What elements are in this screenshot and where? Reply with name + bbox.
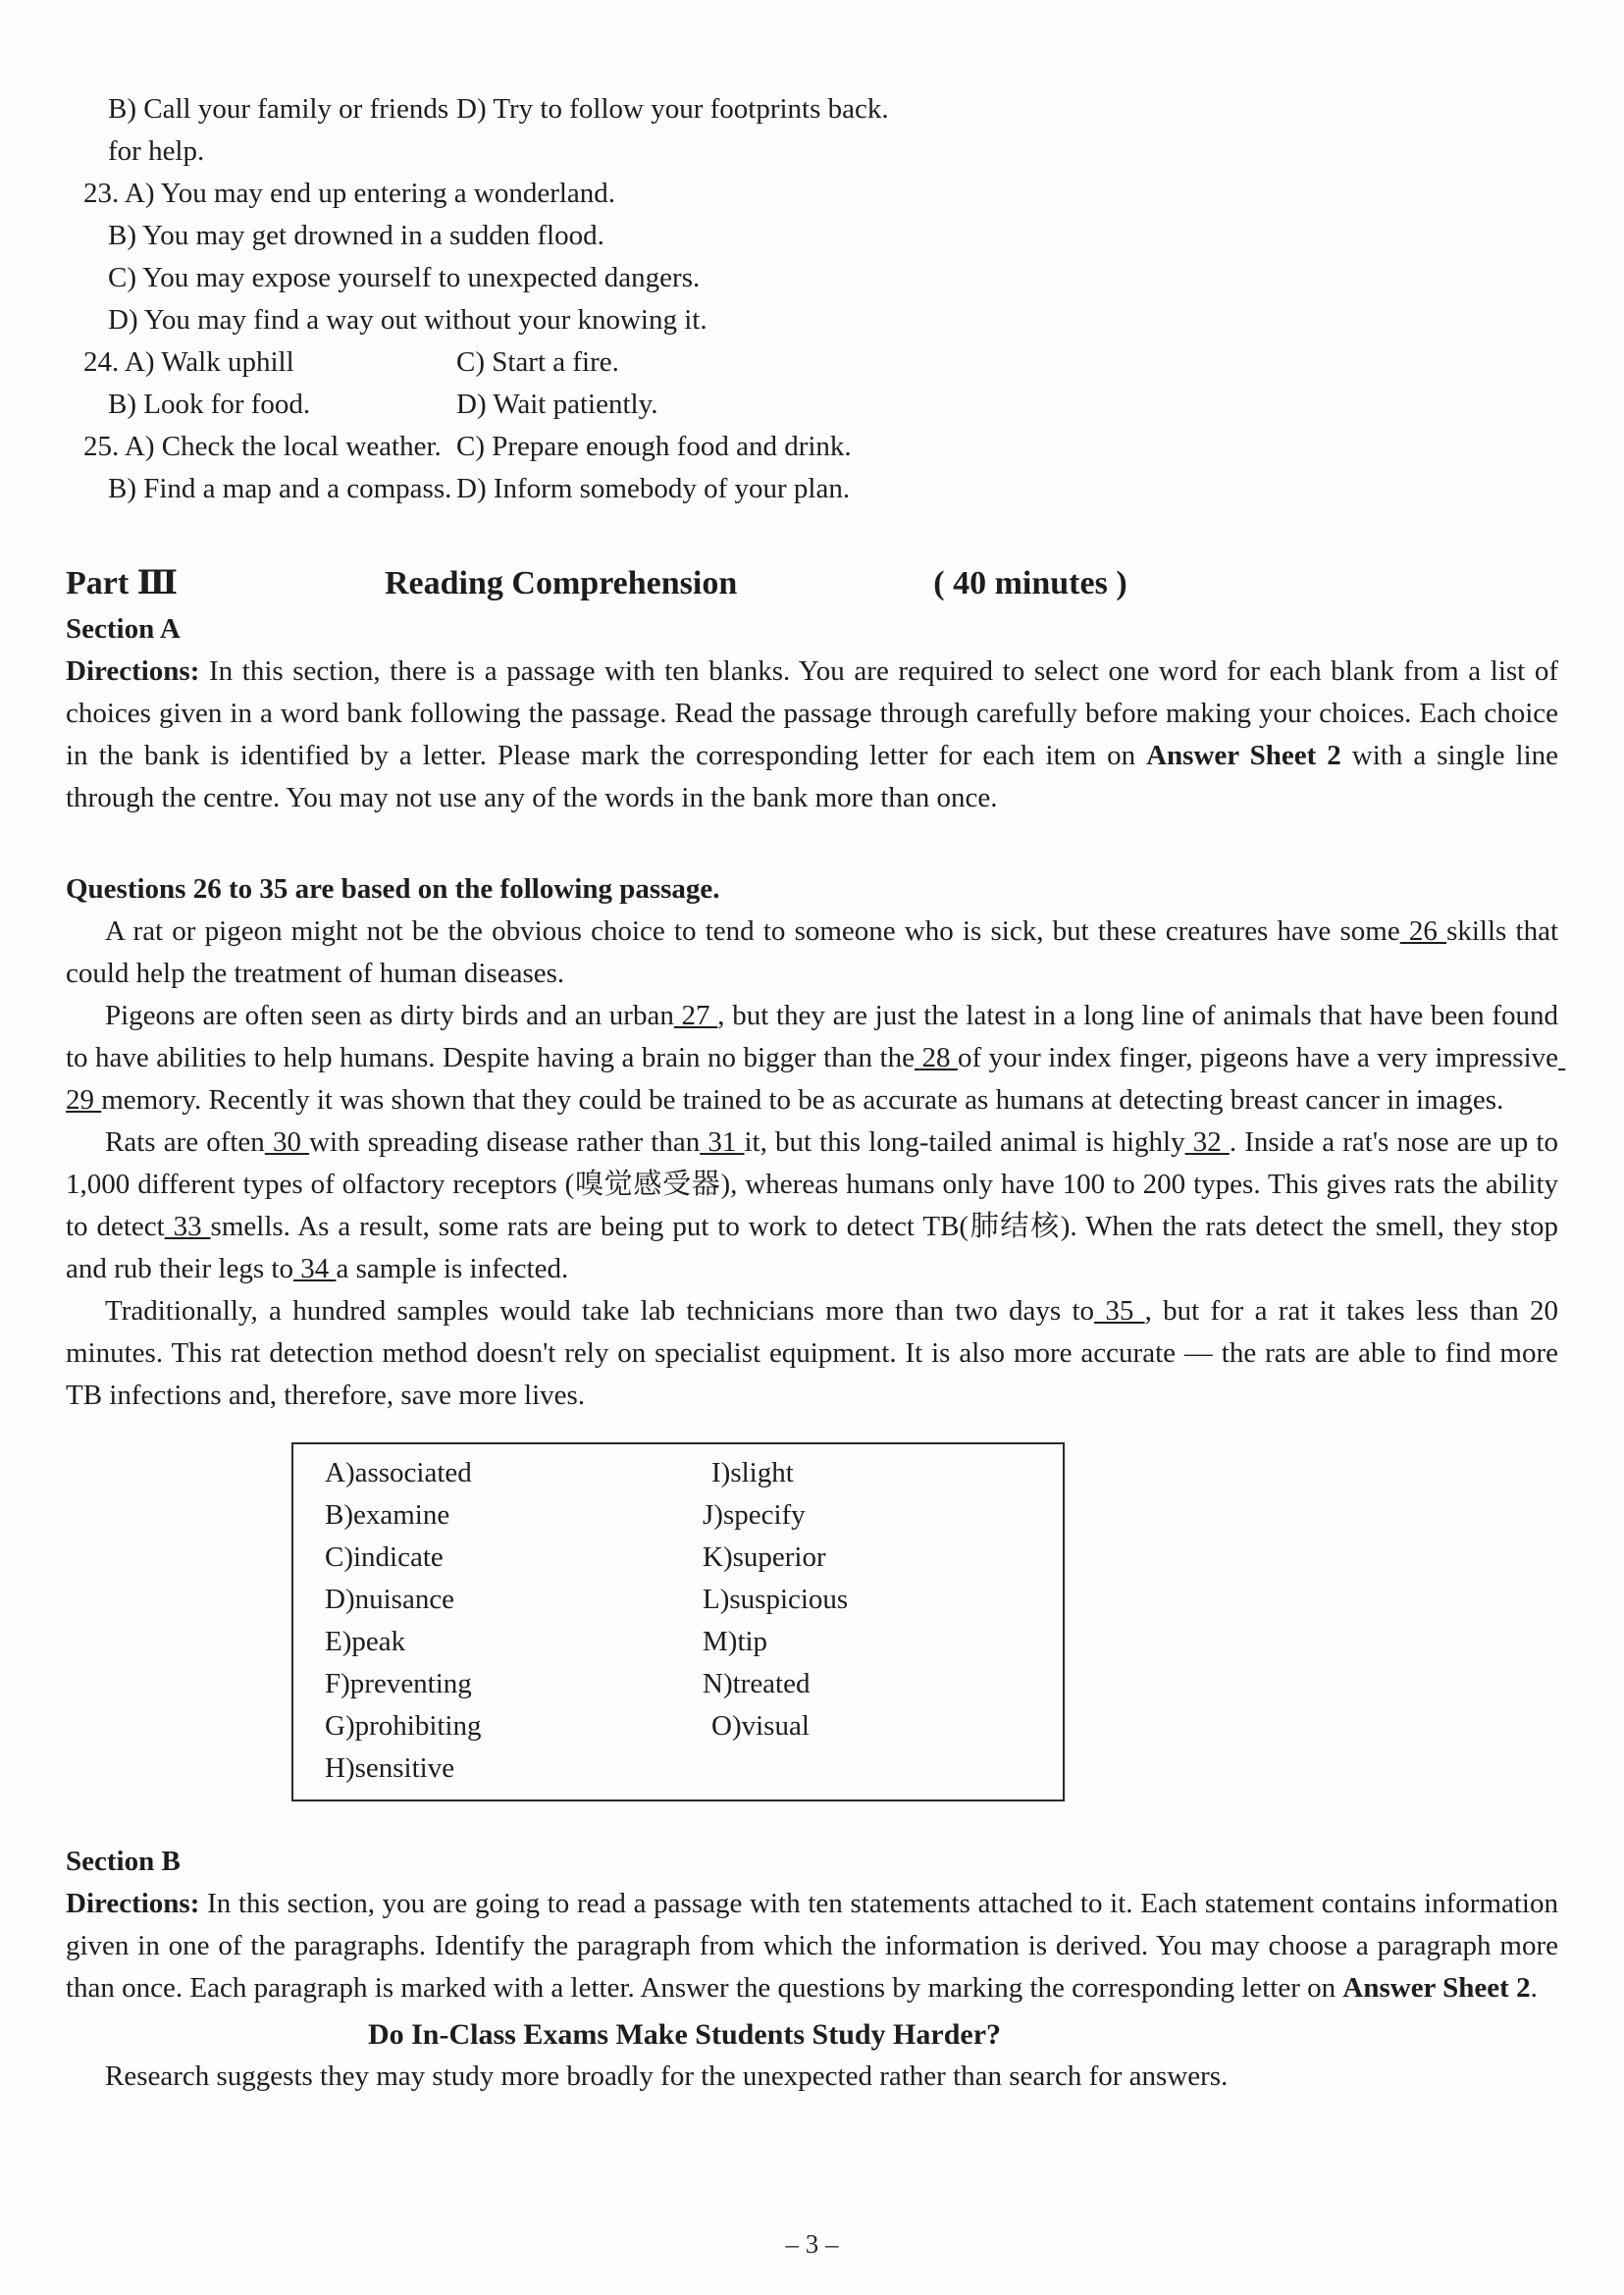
word-bank-item: G)prohibiting [325,1710,482,1742]
passage-paragraph-3 [66,1121,1558,1290]
passage-text: it, but this long-tailed animal is highly [744,1126,1185,1158]
option-item: B) Look for food. [108,389,311,420]
passage-text: smells. As a result, some rats are being put to work to detect TB(肺结核). When the rats detect the smell, they stop and rub their legs to [66,1211,1558,1284]
passage-text: memory. Recently it was shown that they could be trained to be as accurate as humans at detecting breast cancer in images. [101,1084,1504,1116]
blank-31: 31 [700,1126,745,1158]
passage-text: with spreading disease rather than [309,1126,701,1158]
word-bank-item: L)suspicious [703,1584,849,1615]
directions-text: . [1530,1972,1538,2004]
blank-33: 33 [164,1211,211,1242]
word-bank-item: E)peak [325,1626,406,1657]
passage-paragraph-2 [66,995,1566,1121]
word-bank-item: O)visual [711,1710,810,1742]
option-item: B) Call your family or friends for help. [108,93,449,167]
blank-26: 26 [1399,915,1447,947]
word-bank-item: M)tip [703,1626,768,1657]
passage-text: , but they are just the latest in a long line of animals that have been found to have abilities to help humans. Despite having a brain no bigger than the [66,1000,1559,1073]
blank-27: 27 [673,1000,718,1031]
option-item: D) You may find a way out without your knowing it. [108,304,707,336]
directions-label: Directions: [66,1888,200,1919]
word-bank-column-left [325,1452,703,1790]
passage-text: , but for a rat it takes less than 20 minutes. This rat detection method doesn't rely on specialist equipment. It is also more accurate — the rats are able to find more TB infections and, therefore, save more lives. [66,1295,1558,1411]
blank-28: 28 [914,1042,958,1073]
option-item: B) You may get drowned in a sudden flood. [108,220,604,251]
option-item: B) Find a map and a compass. [108,473,452,504]
passage-text: Rats are often [105,1126,265,1158]
word-bank-item: K)superior [703,1541,826,1573]
option-item: C) Prepare enough food and drink. [456,431,852,462]
page-number: – 3 – [785,2229,839,2259]
part-title: Reading Comprehension [385,565,738,601]
option-row [66,88,1558,173]
word-bank-column-right [703,1452,848,1790]
passage-heading: Questions 26 to 35 are based on the following passage. [66,873,720,905]
word-bank-item: F)preventing [325,1668,472,1699]
word-bank-item: J)specify [703,1499,806,1531]
directions-text: In this section, you are going to read a passage with ten statements attached to it. Each statement contains information given in one of the paragraphs. Identify the paragraph from which the information is derived. You may choose a paragraph more than once. Each paragraph is marked with a letter. Answer the questions by marking the corresponding letter on [66,1888,1558,2004]
passage-paragraph-4 [66,1290,1558,1417]
word-bank-item: A)associated [325,1457,472,1488]
option-row [66,384,1558,426]
option-row [66,468,1558,510]
word-bank-item: N)treated [703,1668,811,1699]
word-bank [291,1442,1065,1801]
option-item: 25. A) Check the local weather. [83,431,442,462]
option-item: D) Try to follow your footprints back. [456,93,889,125]
passage-text: . Inside a rat's nose are up to 1,000 different types of olfactory receptors (嗅觉感受器), whereas humans only have 100 to 200 types. This gives rats the ability to detect [66,1126,1558,1242]
part-header [66,559,1558,608]
word-bank-item: H)sensitive [325,1752,455,1784]
section-a-heading: Section A [66,613,181,645]
blank-29: 29 [66,1042,1566,1116]
answer-sheet-ref: Answer Sheet 2 [1146,740,1341,771]
option-row [66,173,1558,215]
blank-32: 32 [1184,1126,1230,1158]
option-row [66,341,1558,384]
part-label: Part Ⅲ [66,565,179,601]
word-bank-item: I)slight [711,1457,794,1488]
passage-text: Traditionally, a hundred samples would take lab technicians more than two days to [105,1295,1095,1327]
directions-text: In this section, there is a passage with ten blanks. You are required to select one word for each blank from a list of choices given in a word bank following the passage. Read the passage through carefully before making your choices. Each choice in the bank is identified by a letter. Please mark the corresponding letter for each item on [66,655,1558,771]
passage-paragraph-1 [66,911,1558,995]
section-b-passage-first-line: Research suggests they may study more broadly for the unexpected rather than search for answers. [105,2060,1229,2092]
section-b-directions [66,1883,1558,2009]
option-item: D) Inform somebody of your plan. [456,473,851,504]
option-row [66,215,1558,257]
listening-options [66,88,1558,510]
passage-text: of your index finger, pigeons have a very impressive [957,1042,1559,1073]
passage-text: skills that could help the treatment of human diseases. [66,915,1558,989]
word-bank-item: B)examine [325,1499,450,1531]
option-item: 24. A) Walk uphill [83,346,294,378]
option-item: D) Wait patiently. [456,389,658,420]
option-item: C) Start a fire. [456,346,619,378]
part-minutes: ( 40 minutes ) [933,565,1127,601]
blank-35: 35 [1094,1295,1145,1327]
directions-text: with a single line through the centre. You may not use any of the words in the bank more than once. [66,740,1559,813]
passage-text: a sample is infected. [336,1253,569,1284]
word-bank-item: C)indicate [325,1541,444,1573]
option-item: C) You may expose yourself to unexpected dangers. [108,262,701,293]
blank-30: 30 [264,1126,310,1158]
passage-text: Pigeons are often seen as dirty birds and an urban [105,1000,674,1031]
option-item: 23. A) You may end up entering a wonderland. [83,178,616,209]
word-bank-item: D)nuisance [325,1584,455,1615]
blank-34: 34 [292,1253,337,1284]
passage-text: A rat or pigeon might not be the obvious choice to tend to someone who is sick, but these creatures have some [105,915,1400,947]
option-row [66,426,1558,468]
section-b-passage-title: Do In-Class Exams Make Students Study Harder? [367,2018,1002,2051]
section-b-heading: Section B [66,1846,181,1877]
directions-label: Directions: [66,655,200,687]
section-a-directions [66,651,1558,819]
option-row [66,257,1558,299]
option-row [66,299,1558,341]
answer-sheet-ref: Answer Sheet 2 [1342,1972,1531,2004]
